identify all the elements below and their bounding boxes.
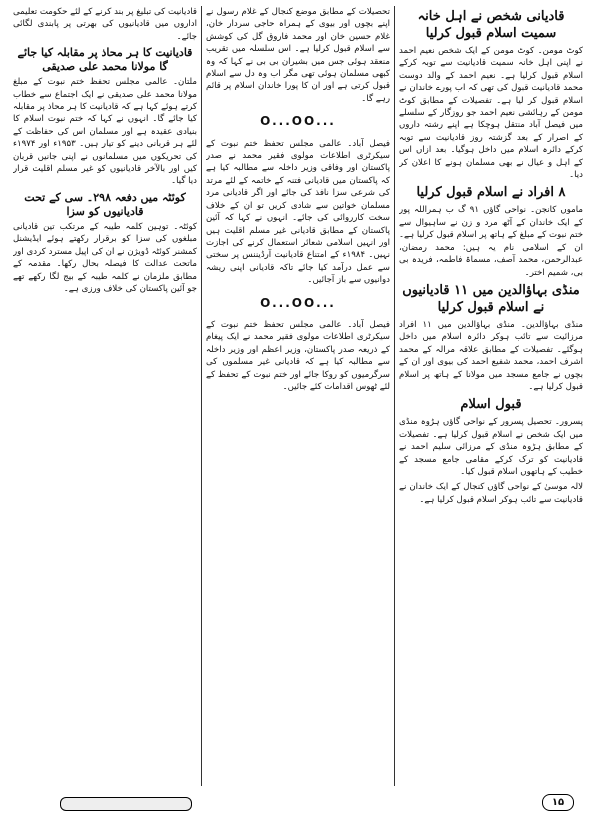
article-body: کوٹ مومن۔ کوٹ مومن کے ایک شخص نعیم احمد نے اپنی اہل خانہ سمیت قادیانیت سے توبہ کرکے اسلام قبول کرلیا ہے۔ نعیم احمد کے والد دوست محمد قادیانیت قبول کی تھی کہ اب پورے خاندان نے اسلام قبول کر لیا ہے۔ تفصیلات کے مطابق کوٹ مومن کے رہائشی نعیم احمد جو روزگار کے سلسلے میں فیصل آباد منتقل ہوچکا ہے اپنے رشتہ داروں کے اصرار کے بعد گزشتہ روز قادیانیت سے توبہ کرکے دائرہ اسلام میں داخل ہوگیا۔ بعد ازاں اس کے اہل و عیال نے بھی مسلمان ہونے کا اعلان کر دیا۔ — [399, 46, 583, 181]
column-right — [399, 6, 583, 786]
headline-mandi-bahauddin: منڈی بہاؤالدین میں ۱۱ قادیانیوں نے اسلام قبول کرلیا — [402, 282, 580, 315]
article-body: کوئٹہ۔ توہین کلمہ طیبہ کے مرتکب تین قادیانی مبلغوں کی سزا کو برقرار رکھتے ہوئے ایڈیشنل کمشنر کوئٹہ ڈویژن نے ان کی اپیل مسترد کردی اور ماتحت عدالت کا فیصلہ بحال رکھا۔ مقدمہ کے مطابق ملزمان نے کلمہ طیبہ کے بیج لگا رکھے تھے جو آئین پاکستان کی خلاف ورزی ہے۔ — [13, 221, 197, 294]
article-body: لالہ موسیٰ کے نواحی گاؤں کنجال کے ایک خاندان نے قادیانیت سے تائب ہوکر اسلام قبول کرلیا ہے۔ — [399, 482, 583, 505]
column-divider — [394, 6, 395, 786]
column-divider — [201, 6, 202, 786]
page-footer — [0, 794, 590, 814]
article-body: قادیانیت کی تبلیغ پر بند کرنے کے لئے حکومت تعلیمی اداروں میں قادیانیوں کی بھرتی پر پابندی لگائی جائے۔ — [13, 7, 197, 42]
article-body: پسرور۔ تحصیل پسرور کے نواحی گاؤں ہڑوہ منڈی میں ایک شخص نے اسلام قبول کرلیا ہے۔ تفصیلات کے مطابق ہڑوہ منڈی کے مرزائی سلیم احمد نے قادیانیت کو ترک کرکے مقامی جامع مسجد کے خطیب کے ہاتھوں اسلام قبول کیا۔ — [399, 417, 583, 477]
column-left — [13, 6, 197, 786]
magazine-banner — [60, 797, 192, 811]
article-body: ملتان۔ عالمی مجلس تحفظ ختم نبوت کے مبلغ مولانا محمد علی صدیقی نے ایک اجتماع سے خطاب کرتے ہوئے کہا ہے کہ قادیانیت کا ہر محاذ پر مقابلہ کیا جائے گا۔ انہوں نے کہا کہ ختم نبوت اسلام کا بنیادی عقیدہ ہے اور مسلمان اس کی حفاظت کے لئے ہر قربانی دینے کو تیار ہیں۔ ۱۹۵۳ء اور ۱۹۷۴ء کی تحریکوں میں مسلمانوں نے اپنی جانیں قربان کیں اور بالآخر قادیانیوں کو غیر مسلم اقلیت قرار دیا گیا۔ — [13, 77, 197, 187]
section-separator: ...O...OO — [260, 114, 336, 129]
page-number: ۱۵ — [542, 794, 574, 811]
headline-8-persons: ۸ افراد نے اسلام قبول کرلیا — [416, 185, 566, 201]
article-columns — [7, 6, 583, 786]
headline-quetta-298c: کوئٹہ میں دفعہ ۲۹۸۔ سی کے تحت قادیانیوں کو سزا — [24, 190, 186, 218]
article-body: منڈی بہاؤالدین۔ منڈی بہاؤالدین میں ۱۱ افراد مرزائیت سے تائب ہوکر دائرہ اسلام میں داخل ہوگئے۔ تفصیلات کے مطابق علاقہ مرالہ کے محمد اشرف احمد، محمد شفیع احمد کی بیوی اور ان کے بچوں نے جامع مسجد میں مولانا کے ہاتھ پر اسلام قبول کرلیا ہے۔ — [399, 319, 583, 392]
article-body: فیصل آباد۔ عالمی مجلس تحفظ ختم نبوت کے سیکرٹری اطلاعات مولوی فقیر محمد نے ایک پیغام کے ذریعہ صدر پاکستان، وزیر اعظم اور وزیر داخلہ سے مطالبہ کیا ہے کہ قادیانی غیر مسلموں کی سرگرمیوں کو روکا جائے اور ختم نبوت کے تحفظ کے لئے ٹھوس اقدامات کئے جائیں۔ — [206, 319, 390, 392]
column-middle — [206, 6, 390, 786]
section-separator: ...O...OO — [260, 295, 336, 310]
article-body: فیصل آباد۔ عالمی مجلس تحفظ ختم نبوت کے سیکرٹری اطلاعات مولوی فقیر محمد نے صدر پاکستان اور وفاقی وزیر داخلہ سے مطالبہ کیا ہے کہ پاکستان میں قادیانی فتنہ کے خاتمہ کے لئے مرتد کی شرعی سزا نافذ کی جائے اور اگر قادیانی مرد مسلمان خواتین سے شادی کریں تو ان کے خلاف سخت کارروائی کی جائے۔ انہوں نے کہا کہ آئین پاکستان کے مطابق قادیانی غیر مسلم اقلیت ہیں اور انہیں اسلامی شعائر استعمال کرنے کی اجازت نہیں۔ ۱۹۸۴ء کے امتناع قادیانیت آرڈیننس پر سختی سے عمل درآمد کیا جائے تاکہ قادیانی اپنی ریشہ دوانیوں سے باز آجائیں۔ — [206, 138, 390, 286]
article-body: تحصیلات کے مطابق موضع کنجال کے غلام رسول نے اپنے بچوں اور بیوی کے ہمراہ حاجی سردار خان، غلام حسین خان اور محمد فاروق گل کی کوشش سے اسلام قبول کرلیا ہے۔ اس سلسلہ میں تقریب منعقد ہوئی جس میں بشیران بی بی نے کہا کہ وہ کبھی مسلمان ہوئی تھی مگر اب وہ دل سے اسلام قبول کرتی ہے اور ان کا پورا خاندان اسلام پر قائم رہے گا۔ — [206, 7, 390, 104]
headline-qubool-islam: قبول اسلام — [460, 397, 522, 413]
article-body: ماموں کانجن۔ نواحی گاؤں ۹۱ گ ب ہمراللہ پور کے ایک خاندان کے آٹھ مرد و زن نے ساہیوال سے ختم نبوت کے مبلغ کے ہاتھ پر اسلام قبول کرلیا ہے۔ ان کے اسلامی نام یہ ہیں: محمد رمضان، عبدالرحمن، محمد آصف، مسماۃ فاطمہ، فریدہ بی بی، شمیم اختر۔ — [399, 205, 583, 278]
headline-qadiani-family-accepts-islam: قادیانی شخص نے اہل خانہ سمیت اسلام قبول کرلیا — [417, 9, 565, 41]
headline-maulana-siddiqui: قادیانیت کا ہر محاذ پر مقابلہ کیا جائے گا مولانا محمد علی صدیقی — [17, 46, 193, 74]
